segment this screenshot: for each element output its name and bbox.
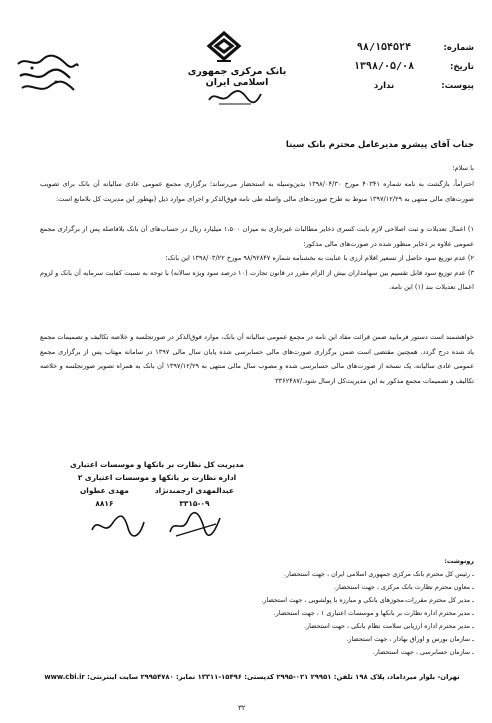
letter-meta [324, 38, 474, 95]
cbi-emblem-icon [205, 30, 243, 66]
signature-scribble-icon [86, 510, 226, 540]
signer [80, 484, 129, 510]
recipient: جناب آقای پیشرو مدیرعامل محترم بانک سینا [285, 140, 474, 150]
signer [155, 484, 234, 510]
cc-line: ـ مدیر کل محترم مقررات،مجوزهای بانکی و مبارزه با پولشویی ، جهت استحضار. [261, 596, 474, 604]
condition-item: ۱) اعمال تعدیلات و ثبت اصلاحی لازم بابت کسری ذخایر مطالبات غیرجاری به میزان ۱،۵۰۰ میلیارد ریال در حساب‌های آن بانک بلافاصله پس از برگزاری مجمع عمومی علاوه بر ذخایر منظور شده در صورت‌های مالی مذکور؛ [40, 225, 474, 248]
letter-date: ۱۳۹۸/۰۵/۰۸ [353, 61, 415, 72]
conditions-list [40, 222, 474, 295]
handwritten-signatures [86, 510, 226, 540]
department-title: مدیریت کل نظارت بر بانکها و موسسات اعتباری [69, 460, 244, 469]
letter-number: ۹۸/۱۵۴۵۲۴ [356, 42, 412, 53]
cc-line: ـ مدیر محترم اداره ارزیابی سلامت نظام بانکی ، جهت استحضار. [303, 622, 474, 630]
signer-name: عبدالمهدی ارجمندنژاد [154, 486, 234, 495]
slogan-calligraphy-icon [12, 52, 82, 98]
bank-calligraphy [205, 86, 265, 111]
condition-item: ۲) عدم توزیع سود حاصل از تسعیر اقلام ارزی با عنایت به بخشنامه شماره ۹۸/۹۲۸۴۷ مورخ ۱۳۹۸/۰۳/۲۲ این بانک؛ [165, 254, 474, 263]
bank-logo [205, 30, 243, 66]
page-mark: ۳۲ [238, 704, 246, 712]
cc-title: رونوشت: [444, 557, 474, 565]
signer-code: ۳۳۱۵-۰۹ [179, 499, 210, 508]
calligraphy-signature-icon [205, 86, 265, 108]
meta-label: شماره: [443, 42, 474, 53]
signer-code: ۸۸۱۶ [95, 499, 114, 508]
condition-item: ۳) عدم توزیع سود قابل تقسیم بین سهامداران بیش از الزام مقرر در قانون تجارت (۱۰ درصد سود ویژه سالانه) با توجه به نسبت کفایت سرمایه آن بانک و لزوم اعمال تعدیلات بند (۱) این نامه. [40, 268, 474, 292]
cc-block [40, 555, 474, 659]
meta-label: پیوست: [441, 80, 474, 91]
salutation: با سلام؛ [452, 164, 474, 172]
bank-name: بانک مرکزی جمهوری اسلامی ایران [187, 66, 287, 88]
intro-paragraph: احتراماً، بازگشت به نامه شماره ۴۰۳۴۱ مورخ ۱۳۹۸/۰۴/۳۰ بدین‌وسیله به استحضار می‌رساند؛ برگزاری مجمع عمومی عادی سالیانه آن بانک برای تصویب صورت‌های مالی منتهی به ۱۳۹۷/۱۲/۲۹ منوط به طرح صورت‌های مالی واصله طی نامه فوق‌الذکر و اجرای موارد ذیل (بهطور این مدیریت کل بلامانع است: [40, 180, 475, 203]
cc-line: ـ سازمان بورس و اوراق بهادار ، جهت استحضار. [346, 635, 474, 643]
year-slogan [12, 52, 82, 101]
signers [62, 484, 252, 510]
signer-name: مهدی عطوان [80, 486, 129, 495]
letter-attachment: ندارد [373, 80, 395, 91]
cc-line: ـ سازمان حسابرسی ، جهت استحضار. [372, 648, 474, 656]
meta-attachment [324, 76, 474, 95]
footer-address: تهران- بلوار میرداماد، پلاک ۱۹۸ تلفن: ۲۹۹۵۱ ۰۲۱-۲۹۹۵ کدپستی: ۱۵۴۹۶-۱۳۳۱۱ نمابر: ۲۹۹۵۴۷۸۰ سایت اینترنتی: www.cbi.ir [44, 673, 460, 681]
meta-date [324, 57, 474, 76]
meta-label: تاریخ: [450, 61, 474, 72]
cc-line: ـ رئیس کل محترم بانک مرکزی جمهوری اسلامی ایران ، جهت استحضار. [284, 570, 474, 578]
meta-number [324, 38, 474, 57]
signature-block [62, 458, 252, 510]
office-title: اداره نظارت بر بانکها و موسسات اعتباری ۲ [77, 473, 237, 482]
cc-line: ـ مدیر محترم اداره نظارت بر بانکها و موسسات اعتباری ۱ ، جهت استحضار. [273, 609, 474, 617]
cc-line: ـ معاون محترم نظارت بانک مرکزی ، جهت استحضار. [333, 583, 474, 591]
closing-paragraph: خواهشمند است دستور فرمایید ضمن قرائت مفاد این نامه در مجمع عمومی سالیانه آن بانک، موارد فوق‌الذکر در صورتجلسه و خلاصه تکالیف و تصمیمات مجمع یاد شده درج گردد. همچنین مقتضی است ضمن برگزاری صورت‌های مالی حسابرسی شده پایان سال مالی ۱۳۹۷ در سامانه مهتاب پس از برگزاری مجمع عمومی عادی سالیانه، یک نسخه از صورت‌های مالی حسابرسی شده و مصوب سال مالی منتهی به ۱۳۹۷/۱۲/۲۹ آن بانک به همراه تصویر صورتجلسه و خلاصه تکالیف و تصمیمات مجمع مذکور به این مدیریت‌کل ارسال شود./۳۳۶۲۴۸۷ [40, 333, 475, 385]
